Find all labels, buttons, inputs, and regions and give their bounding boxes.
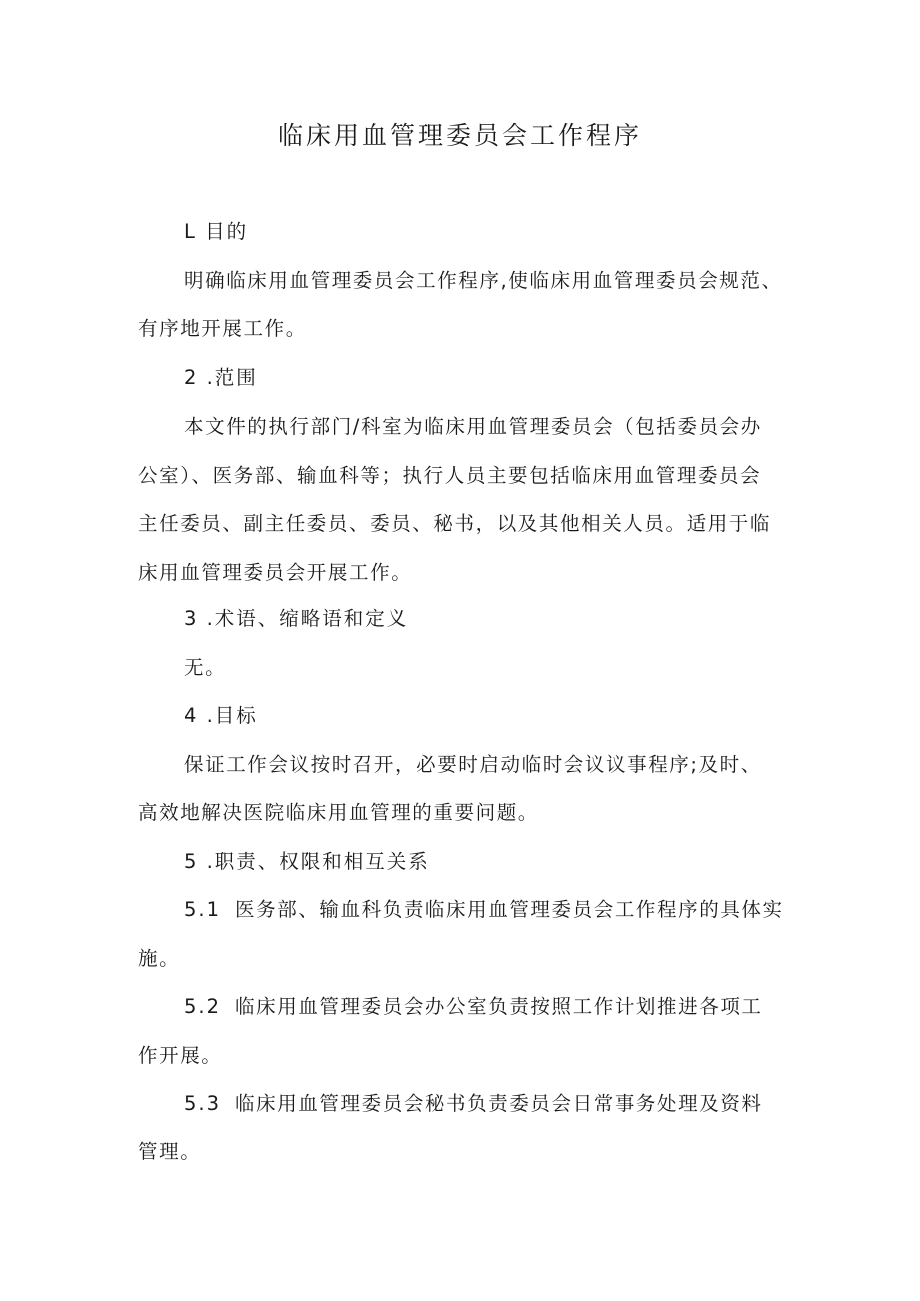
paragraph-line: 保证工作会议按时召开，必要时启动临时会议议事程序;及时、 [184,753,762,776]
subsection-text: 临床用血管理委员会办公室负责按照工作计划推进各项工 [235,995,763,1018]
paragraph-line: 公室）、医务部、输血科等；执行人员主要包括临床用血管理委员会 [138,464,762,487]
section-heading-purpose: L 目的 [184,220,249,243]
paragraph-line: 作开展。 [138,1044,223,1067]
section-heading-scope: 2 .范围 [184,366,258,389]
subsection-number: 5.2 [184,995,222,1018]
subsection-5-2 [184,991,763,1023]
subsection-5-1 [184,894,784,926]
subsection-number: 5.1 [184,898,222,921]
subsection-text: 临床用血管理委员会秘书负责委员会日常事务处理及资料 [235,1092,763,1115]
document-title: 临床用血管理委员会工作程序 [277,121,642,150]
paragraph-line: 有序地开展工作。 [138,317,307,340]
section-heading-responsibilities: 5 .职责、权限和相互关系 [184,850,430,873]
subsection-text: 医务部、输血科负责临床用血管理委员会工作程序的具体实 [235,898,784,921]
paragraph-line: 无。 [184,656,227,679]
paragraph-line: 施。 [138,947,181,970]
paragraph-line: 明确临床用血管理委员会工作程序,使临床用血管理委员会规范、 [184,269,783,292]
paragraph-line: 高效地解决医院临床用血管理的重要问题。 [138,801,539,824]
subsection-number: 5.3 [184,1092,222,1115]
paragraph-line: 管理。 [138,1140,202,1163]
subsection-5-3 [184,1088,763,1120]
section-heading-goals: 4 .目标 [184,704,258,727]
paragraph-line: 主任委员、副主任委员、委员、秘书，以及其他相关人员。适用于临 [138,512,772,535]
paragraph-line: 本文件的执行部门/科室为临床用血管理委员会（包括委员会办 [184,415,762,438]
paragraph-line: 床用血管理委员会开展工作。 [138,561,413,584]
section-heading-terms: 3 .术语、缩略语和定义 [184,607,409,630]
